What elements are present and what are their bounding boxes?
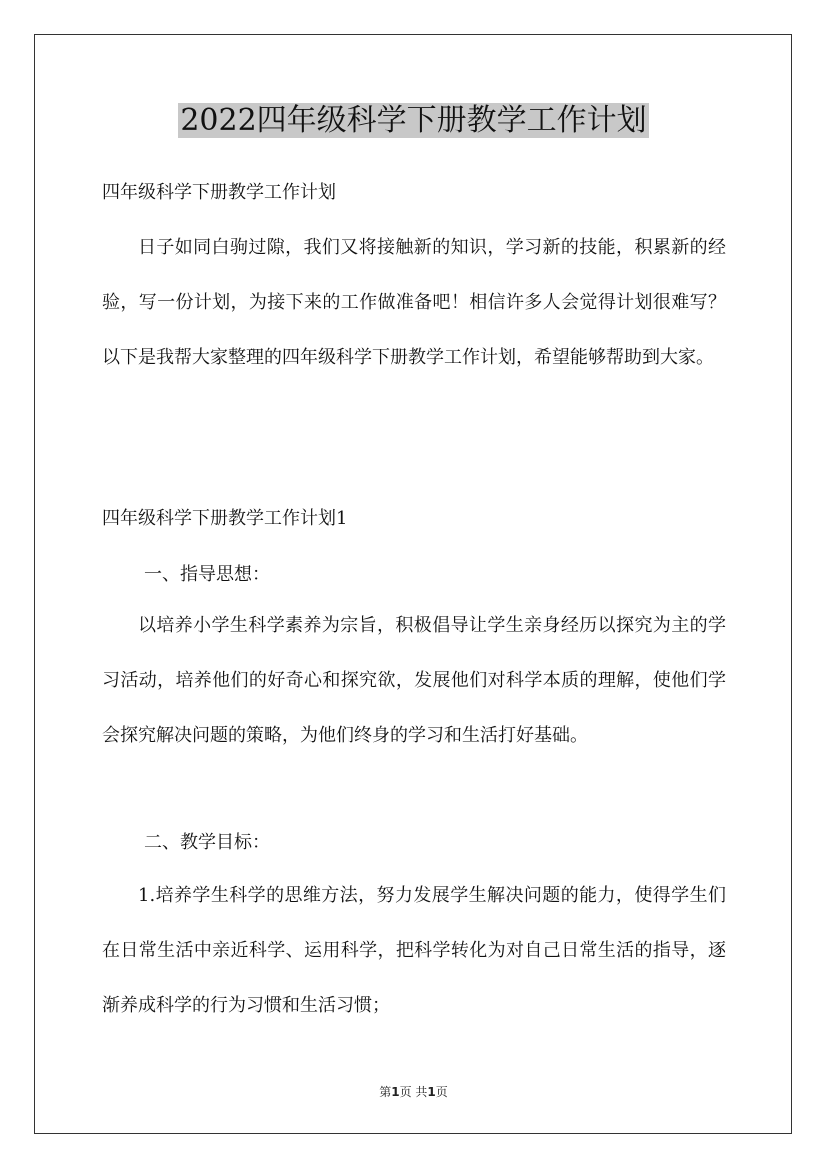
part1-heading: 一、指导思想： bbox=[144, 564, 270, 585]
goal1-paragraph: 1.培养学生科学的思维方法，努力发展学生解决问题的能力，使得学生们在日常生活中亲近科学、运用科学，把科学转化为对自己日常生活的指导，逐渐养成科学的行为习惯和生活习惯； bbox=[102, 885, 726, 1016]
part2-heading: 二、教学目标： bbox=[144, 832, 270, 853]
section-title: 四年级科学下册教学工作计划1 bbox=[102, 508, 348, 529]
footer-total-pages: 1 bbox=[427, 1085, 436, 1099]
footer-page-number: 1 bbox=[391, 1085, 400, 1099]
document-title bbox=[0, 102, 827, 140]
footer-prefix: 第 bbox=[379, 1085, 392, 1099]
document-subtitle: 四年级科学下册教学工作计划 bbox=[102, 182, 336, 203]
footer-suffix: 页 bbox=[435, 1085, 448, 1099]
page-footer bbox=[0, 1083, 827, 1100]
document-title-text: 2022四年级科学下册教学工作计划 bbox=[180, 103, 647, 138]
intro-paragraph: 日子如同白驹过隙，我们又将接触新的知识，学习新的技能，积累新的经验，写一份计划，为接下来的工作做准备吧！相信许多人会觉得计划很难写？以下是我帮大家整理的四年级科学下册教学工作计划，希望能够帮助到大家。 bbox=[102, 237, 726, 368]
part1-paragraph: 以培养小学生科学素养为宗旨，积极倡导让学生亲身经历以探究为主的学习活动，培养他们的好奇心和探究欲，发展他们对科学本质的理解，使他们学会探究解决问题的策略，为他们终身的学习和生活打好基础。 bbox=[102, 615, 726, 746]
footer-mid: 页 共 bbox=[399, 1085, 428, 1099]
